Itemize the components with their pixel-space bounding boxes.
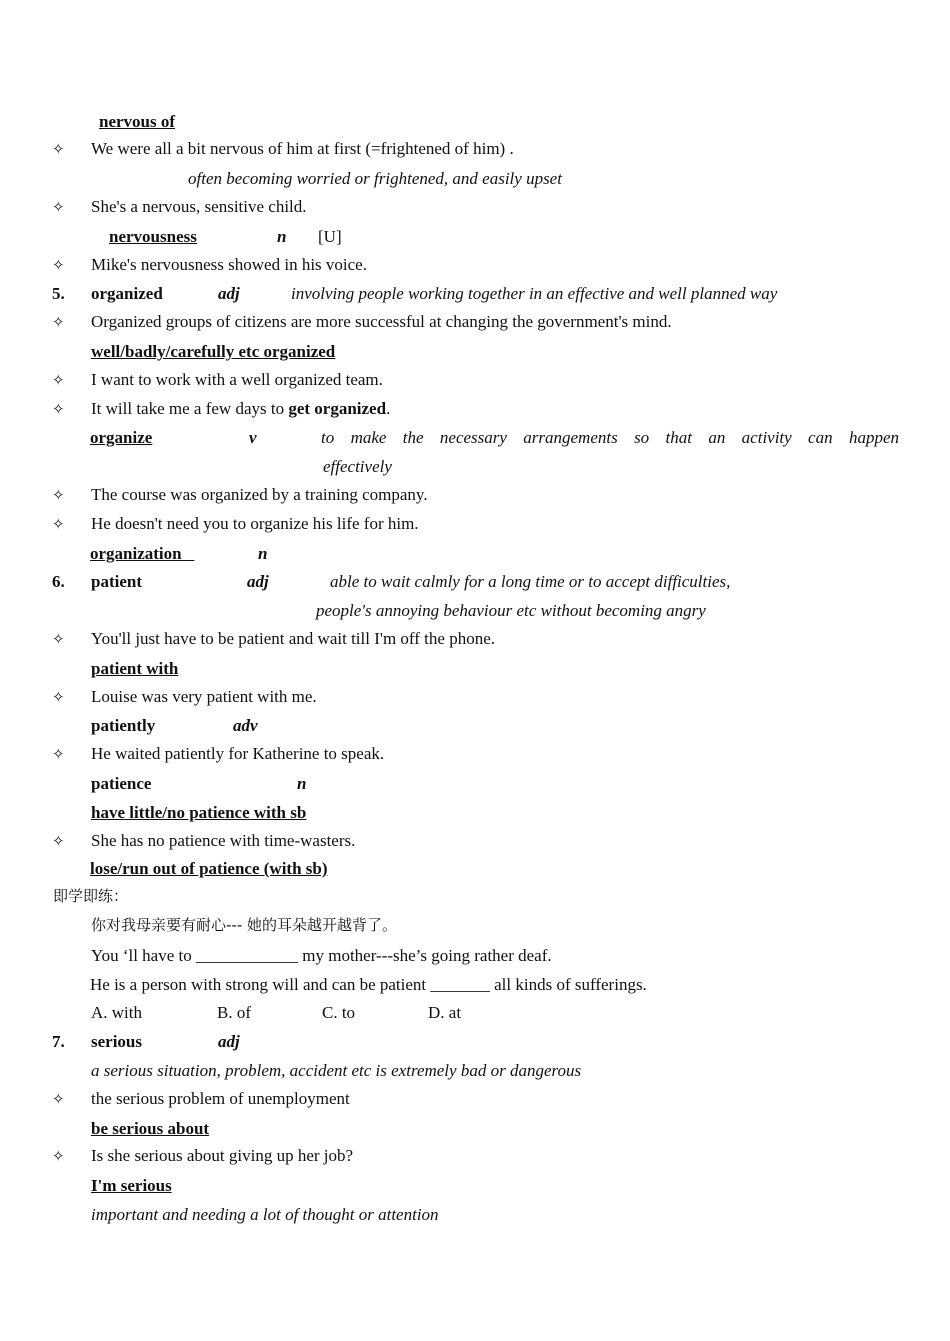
definition-patient: able to wait calmly for a long time or to accept difficulties, [330,572,731,591]
bullet-icon: ✧ [52,1090,65,1108]
headword-nervousness: nervousness [109,227,197,246]
phrase-well-organized: well/badly/carefully etc organized [91,342,336,361]
example-no-patience: She has no patience with time-wasters. [91,831,356,850]
definition-nervous: often becoming worried or frightened, and easily upset [188,169,562,188]
bullet-icon: ✧ [52,832,65,850]
headword-patience: patience [91,774,152,793]
example-nervousness: Mike's nervousness showed in his voice. [91,255,367,274]
example-serious-about: Is she serious about giving up her job? [91,1146,354,1165]
example-patient-with: Louise was very patient with me. [91,687,317,706]
example-nervous: She's a nervous, sensitive child. [91,197,307,216]
bullet-icon: ✧ [52,371,65,389]
example-organized: Organized groups of citizens are more successful at changing the government's mind. [91,312,672,331]
option-b: B. of [217,1003,251,1022]
definition-organize-cont: effectively [323,457,392,476]
practice-label: 即学即练： [53,887,129,905]
definition-organize: to make the necessary arrangements so that an activity can happen [321,428,899,447]
option-a: A. with [91,1003,142,1022]
bullet-icon: ✧ [52,313,65,331]
example-well-organized: I want to work with a well organized team. [91,370,383,389]
headword-patient: patient [91,572,142,591]
example-patiently: He waited patiently for Katherine to speak. [91,744,385,763]
practice-question-2: He is a person with strong will and can be patient _______ all kinds of sufferings. [90,975,647,994]
definition-organized: involving people working together in an effective and well planned way [291,284,778,303]
pos-organized: adj [218,284,240,303]
bullet-icon: ✧ [52,745,65,763]
bullet-icon: ✧ [52,486,65,504]
phrase-have-little-patience: have little/no patience with sb [91,803,307,822]
practice-english: You ‘ll have to ____________ my mother---she’s going rather deaf. [91,946,552,965]
bullet-icon: ✧ [52,1147,65,1165]
entry-number-6: 6. [52,572,65,591]
headword-organized: organized [91,284,163,303]
option-c: C. to [322,1003,356,1022]
label-uncountable: [U] [318,227,342,246]
example-patient: You'll just have to be patient and wait till I'm off the phone. [91,629,495,648]
example-nervous-of: We were all a bit nervous of him at first (=frightened of him) . [91,139,514,158]
definition-serious-2: important and needing a lot of thought or attention [91,1205,439,1224]
pos-organize: v [249,428,257,447]
pos-patience: n [297,774,307,793]
option-d: D. at [428,1003,462,1022]
example-get-organized: It will take me a few days to get organized. [91,399,391,418]
phrase-im-serious: I'm serious [91,1176,172,1195]
practice-chinese: 你对我母亲要有耐心--- 她的耳朵越开越背了。 [91,916,398,934]
pos-organization: n [258,544,268,563]
headword-organize: organize [90,428,153,447]
example-organize-2: He doesn't need you to organize his life for him. [91,514,419,533]
phrase-be-serious-about: be serious about [91,1119,210,1138]
phrase-nervous-of: nervous of [99,112,176,131]
example-organize-1: The course was organized by a training company. [91,485,428,504]
headword-patiently: patiently [91,716,156,735]
bullet-icon: ✧ [52,400,65,418]
bullet-icon: ✧ [52,515,65,533]
definition-serious: a serious situation, problem, accident etc is extremely bad or dangerous [91,1061,582,1080]
example-serious: the serious problem of unemployment [91,1089,350,1108]
headword-serious: serious [91,1032,142,1051]
headword-organization: organization [90,544,182,563]
bullet-icon: ✧ [52,140,65,158]
pos-serious: adj [218,1032,240,1051]
entry-number-5: 5. [52,284,65,303]
pos-patient: adj [247,572,269,591]
pos-nervousness: n [277,227,287,246]
pos-patiently: adv [233,716,258,735]
entry-number-7: 7. [52,1032,65,1051]
phrase-lose-patience: lose/run out of patience (with sb) [90,859,328,878]
bullet-icon: ✧ [52,630,65,648]
bullet-icon: ✧ [52,688,65,706]
phrase-patient-with: patient with [91,659,179,678]
bullet-icon: ✧ [52,198,65,216]
bullet-icon: ✧ [52,256,65,274]
definition-patient-cont: people's annoying behaviour etc without becoming angry [316,601,706,620]
